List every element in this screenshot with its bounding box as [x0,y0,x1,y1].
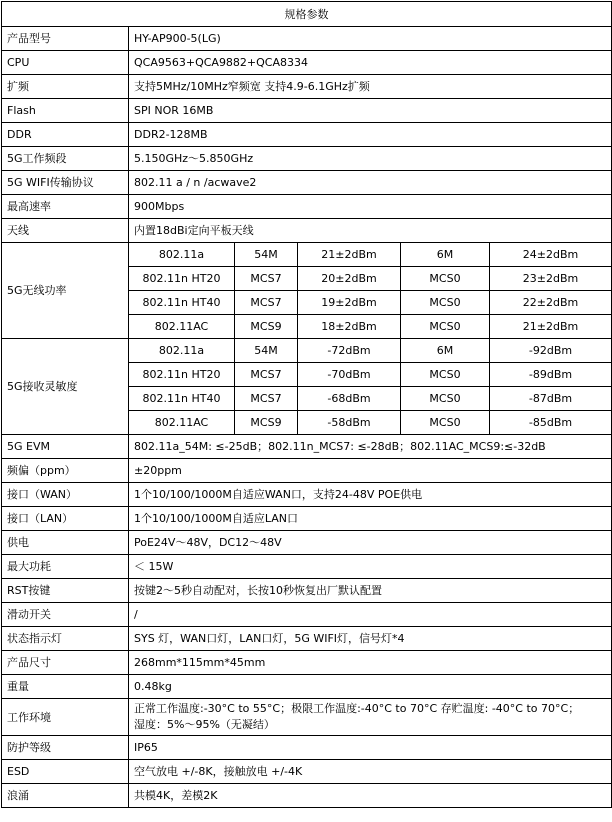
table-row [2,736,612,760]
sensitivity-rate-low: 6M [401,339,490,363]
row-label: 重量 [2,675,129,699]
table-row [2,51,612,75]
sensitivity-mode: 802.11AC [129,411,235,435]
row-value: SPI NOR 16MB [129,99,612,123]
row-label: 天线 [2,219,129,243]
sensitivity-mode: 802.11n HT20 [129,363,235,387]
power-mode: 802.11n HT40 [129,291,235,315]
row-label: RST按键 [2,579,129,603]
environment-line-2: 湿度：5%～95%（无凝结） [134,718,275,731]
row-value: 共模4K，差模2K [129,784,612,808]
row-label: 5G工作频段 [2,147,129,171]
sensitivity-label: 5G接收灵敏度 [2,339,129,435]
power-rate-high: MCS7 [235,267,298,291]
sensitivity-value-low: -85dBm [490,411,612,435]
sensitivity-value-low: -92dBm [490,339,612,363]
power-rate-high: MCS7 [235,291,298,315]
row-value: DDR2-128MB [129,123,612,147]
sensitivity-value-high: -68dBm [298,387,401,411]
evm-value: 802.11a_54M: ≤-25dB；802.11n_MCS7: ≤-28dB；802.11AC_MCS9:≤-32dB [129,435,612,459]
power-mode: 802.11n HT20 [129,267,235,291]
table-row [2,760,612,784]
row-value: PoE24V～48V，DC12～48V [129,531,612,555]
row-label: 5G WIFI传输协议 [2,171,129,195]
table-row [2,531,612,555]
row-label: Flash [2,99,129,123]
row-label: CPU [2,51,129,75]
spec-table [1,1,612,808]
table-row [2,123,612,147]
table-row [2,483,612,507]
row-label: 滑动开关 [2,603,129,627]
sensitivity-mode: 802.11a [129,339,235,363]
sensitivity-value-low: -89dBm [490,363,612,387]
sensitivity-rate-high: 54M [235,339,298,363]
table-row [2,579,612,603]
table-row [2,507,612,531]
environment-line-1: 正常工作温度:-30°C to 55°C；极限工作温度:-40°C to 70°C 存贮温度: -40°C to 70°C； [134,702,580,715]
row-value: 支持5MHz/10MHz窄频宽 支持4.9-6.1GHz扩频 [129,75,612,99]
power-row [2,243,612,267]
sensitivity-rate-low: MCS0 [401,411,490,435]
row-value: 按键2～5秒自动配对，长按10秒恢复出厂默认配置 [129,579,612,603]
table-title: 规格参数 [2,2,612,27]
power-label: 5G无线功率 [2,243,129,339]
sensitivity-value-high: -70dBm [298,363,401,387]
power-value-high: 19±2dBm [298,291,401,315]
row-value: QCA9563+QCA9882+QCA8334 [129,51,612,75]
sensitivity-rate-high: MCS9 [235,411,298,435]
power-value-low: 21±2dBm [490,315,612,339]
table-row [2,195,612,219]
row-label: 最大功耗 [2,555,129,579]
row-value: IP65 [129,736,612,760]
table-row [2,784,612,808]
power-mode: 802.11AC [129,315,235,339]
row-label: 接口（LAN） [2,507,129,531]
table-row [2,147,612,171]
row-value: 802.11 a / n /acwave2 [129,171,612,195]
row-value: ＜ 15W [129,555,612,579]
sensitivity-value-high: -58dBm [298,411,401,435]
row-value: 5.150GHz～5.850GHz [129,147,612,171]
row-label: 防护等级 [2,736,129,760]
power-value-low: 23±2dBm [490,267,612,291]
row-value: 1个10/100/1000M自适应LAN口 [129,507,612,531]
row-value: SYS 灯，WAN口灯，LAN口灯，5G WIFI灯，信号灯*4 [129,627,612,651]
table-row [2,27,612,51]
title-row [2,2,612,27]
power-value-low: 22±2dBm [490,291,612,315]
table-row [2,459,612,483]
sensitivity-value-high: -72dBm [298,339,401,363]
row-label: 供电 [2,531,129,555]
power-value-high: 18±2dBm [298,315,401,339]
power-value-low: 24±2dBm [490,243,612,267]
table-row [2,627,612,651]
row-label: ESD [2,760,129,784]
sensitivity-row [2,339,612,363]
row-label: DDR [2,123,129,147]
power-rate-low: 6M [401,243,490,267]
power-value-high: 20±2dBm [298,267,401,291]
sensitivity-rate-high: MCS7 [235,363,298,387]
sensitivity-rate-high: MCS7 [235,387,298,411]
row-value: 1个10/100/1000M自适应WAN口，支持24-48V POE供电 [129,483,612,507]
row-value: / [129,603,612,627]
row-label: 扩频 [2,75,129,99]
row-label: 接口（WAN） [2,483,129,507]
table-row [2,435,612,459]
power-rate-high: 54M [235,243,298,267]
table-row [2,75,612,99]
sensitivity-rate-low: MCS0 [401,363,490,387]
evm-label: 5G EVM [2,435,129,459]
row-label: 产品型号 [2,27,129,51]
row-label: 产品尺寸 [2,651,129,675]
sensitivity-value-low: -87dBm [490,387,612,411]
row-value: 268mm*115mm*45mm [129,651,612,675]
row-value: 空气放电 +/-8K，接触放电 +/-4K [129,760,612,784]
power-rate-low: MCS0 [401,315,490,339]
row-label: 最高速率 [2,195,129,219]
sensitivity-mode: 802.11n HT40 [129,387,235,411]
table-row [2,171,612,195]
table-row [2,675,612,699]
sensitivity-rate-low: MCS0 [401,387,490,411]
environment-label: 工作环境 [2,699,129,736]
power-rate-low: MCS0 [401,267,490,291]
row-value: 内置18dBi定向平板天线 [129,219,612,243]
row-value: 0.48kg [129,675,612,699]
row-label: 状态指示灯 [2,627,129,651]
table-row [2,99,612,123]
table-row [2,651,612,675]
table-row [2,603,612,627]
table-row [2,219,612,243]
row-label: 浪涌 [2,784,129,808]
row-value: 900Mbps [129,195,612,219]
row-value: ±20ppm [129,459,612,483]
power-rate-low: MCS0 [401,291,490,315]
table-row [2,555,612,579]
power-mode: 802.11a [129,243,235,267]
power-value-high: 21±2dBm [298,243,401,267]
table-row [2,699,612,736]
row-value: HY-AP900-5(LG) [129,27,612,51]
row-label: 频偏（ppm） [2,459,129,483]
environment-value [129,699,612,736]
power-rate-high: MCS9 [235,315,298,339]
